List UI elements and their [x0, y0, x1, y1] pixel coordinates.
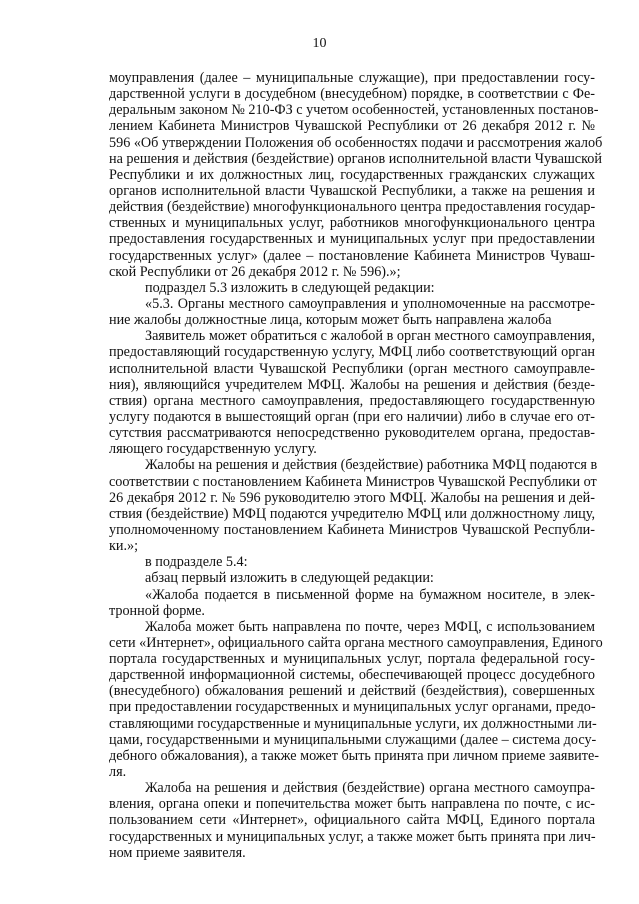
text-line: в подразделе 5.4:: [145, 554, 248, 571]
text-line: ставляющими государственные и муниципальные услуги, их должностными ли-: [109, 715, 597, 732]
text-line: Республики и их должностных лиц, государственных гражданских служащих: [109, 166, 595, 183]
text-line: дарственной информационной системы, обеспечивающей процесс досудебного: [109, 667, 595, 684]
text-line: ствия (бездействие) МФЦ подаются учредителю МФЦ или должностному лицу,: [109, 505, 595, 522]
page-number: 10: [312, 36, 327, 51]
text-line: сети «Интернет», официального сайта органа местного самоуправления, Единого: [109, 634, 603, 651]
text-line: портала государственных и муниципальных услуг, портала федеральной госу-: [109, 651, 595, 668]
text-line: пользованием сети «Интернет», официального сайта МФЦ, Единого портала: [109, 812, 595, 829]
text-line: органов исполнительной власти Чувашской Республики, а также на решения и: [109, 182, 595, 199]
text-line: ние жалобы должностные лица, которым может быть направлена жалоба: [109, 312, 552, 329]
text-line: уполномоченному постановлением Кабинета Министров Чувашской Республи-: [109, 521, 595, 538]
text-line: подраздел 5.3 изложить в следующей редакции:: [145, 279, 435, 296]
text-line: лением Кабинета Министров Чувашской Республики от 26 декабря 2012 г. №: [109, 118, 595, 135]
text-line: Жалобы на решения и действия (бездействие) работника МФЦ подаются в: [145, 457, 598, 474]
text-line: вления, органа опеки и попечительства может быть направлена по почте, с ис-: [109, 796, 595, 813]
text-line: действия (бездействие) многофункционального центра предоставления государ-: [109, 199, 596, 216]
text-line: ской Республики от 26 декабря 2012 г. № 596).»;: [109, 263, 401, 280]
text-line: ляющего государственную услугу.: [109, 441, 317, 458]
text-line: 596 «Об утверждении Положения об особенностях подачи и рассмотрения жалоб: [109, 134, 603, 151]
text-line: государственных услуг» (далее – постановление Кабинета Министров Чуваш-: [109, 247, 595, 264]
text-line: предоставления государственных и муниципальных услуг при предоставлении: [109, 231, 595, 248]
text-line: деральным законом № 210-ФЗ с учетом особенностей, установленных постанов-: [109, 102, 599, 119]
text-line: ствия) органа местного самоуправления, предоставляющего государственную: [109, 392, 595, 409]
text-line: 26 декабря 2012 г. № 596 руководителю этого МФЦ. Жалобы на решения и дей-: [109, 489, 595, 506]
text-line: на решения и действия (бездействие) органов исполнительной власти Чувашской: [109, 150, 602, 167]
text-line: (внесудебного) обжалования решений и действий (бездействия), совершенных: [109, 683, 595, 700]
text-line: при предоставлении государственных и муниципальных услуг органами, предо-: [109, 699, 596, 716]
text-line: соответствии с постановлением Кабинета Министров Чувашской Республики от: [109, 473, 597, 490]
text-line: моуправления (далее – муниципальные служащие), при предоставлении госу-: [109, 70, 595, 86]
text-line: тронной форме.: [109, 602, 205, 619]
text-line: ния), являющийся учредителем МФЦ. Жалобы на решения и действия (безде-: [109, 376, 595, 393]
text-line: Жалоба на решения и действия (бездействие) органа местного самоупра-: [145, 780, 595, 797]
text-line: Заявитель может обратиться с жалобой в орган местного самоуправления,: [145, 328, 595, 345]
text-line: предоставляющий государственную услугу, МФЦ либо соответствующий орган: [109, 344, 595, 361]
text-line: «5.3. Органы местного самоуправления и уполномоченные на рассмотре-: [145, 295, 595, 312]
text-line: дарственной услуги в досудебном (внесудебном) порядке, в соответствии с Фе-: [109, 86, 595, 103]
document-body: [109, 70, 603, 861]
text-line: Жалоба может быть направлена по почте, через МФЦ, с использованием: [145, 618, 595, 635]
text-line: ственных и муниципальных услуг, работников многофункционального центра: [109, 215, 595, 232]
text-line: государственных и муниципальных услуг, а также может быть принята при лич-: [109, 828, 596, 845]
text-line: дебного обжалования), а также может быть принята при личном приеме заявите-: [109, 747, 599, 764]
text-line: услугу подаются в вышестоящий орган (при его наличии) либо в случае его от-: [109, 408, 595, 425]
text-line: ля.: [109, 764, 127, 781]
text-line: исполнительной власти Чувашской Республики (орган местного самоуправле-: [109, 360, 595, 377]
text-line: ном приеме заявителя.: [109, 844, 246, 861]
text-line: цами, государственными и муниципальными служащими (далее – система досу-: [109, 731, 597, 748]
text-line: сутствия рассматриваются непосредственно руководителем органа, предостав-: [109, 425, 595, 442]
text-line: ки.»;: [109, 538, 139, 555]
text-line: абзац первый изложить в следующей редакции:: [145, 570, 434, 587]
text-line: «Жалоба подается в письменной форме на бумажном носителе, в элек-: [145, 586, 595, 603]
